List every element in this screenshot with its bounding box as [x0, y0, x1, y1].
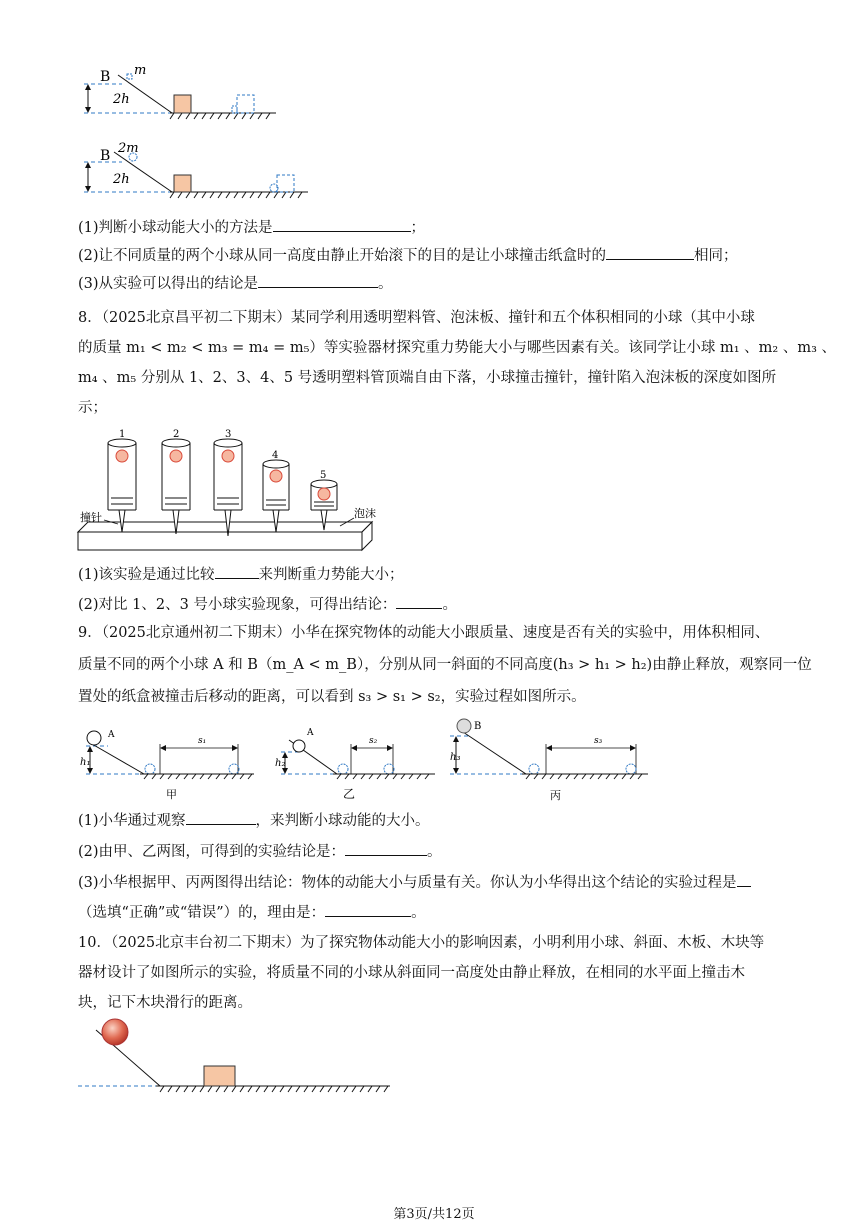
figure-yi [275, 722, 465, 802]
q8-intro-1: 8．（2025北京昌平初二下期末）某同学利用透明塑料管、泡沫板、撞针和五个体积相同的小球（其中小球 [78, 310, 755, 326]
answer-blank[interactable] [396, 594, 442, 609]
svg-text:4: 4 [272, 450, 279, 461]
q10-intro-2: 器材设计了如图所示的实验，将质量不同的小球从斜面同一高度处由静止释放，在相同的水平面上撞击木 [78, 965, 745, 981]
tube-5 [311, 470, 337, 530]
q8-item-1: (1)该实验是通过比较 来判断重力势能大小； [78, 564, 802, 585]
q9-item-1: (1)小华通过观察 ，来判断小球动能的大小。 [78, 810, 802, 831]
q7-item-3: (3)从实验可以得出的结论是 。 [78, 273, 802, 294]
label-m: m [134, 63, 147, 78]
svg-text:h₂: h₂ [275, 758, 286, 769]
label-b: B [100, 69, 111, 85]
answer-blank[interactable] [215, 564, 259, 579]
svg-text:2: 2 [173, 429, 180, 440]
answer-blank[interactable] [273, 217, 411, 232]
svg-text:5: 5 [320, 470, 327, 481]
label-2h: 2h [113, 92, 130, 107]
svg-text:A: A [108, 730, 115, 740]
figure-ramp-m [78, 62, 298, 128]
wood-block [204, 1066, 235, 1086]
label-needle: 撞针 [80, 511, 102, 524]
svg-text:B: B [474, 721, 482, 732]
q9-item-3-cont: （选填“正确”或“错误”）的，理由是： 。 [78, 902, 802, 923]
svg-text:h₃: h₃ [450, 752, 461, 763]
svg-text:s₁: s₁ [198, 736, 207, 746]
svg-text:s₂: s₂ [369, 736, 378, 746]
q10-intro-1: 10．（2025北京丰台初二下期末）为了探究物体动能大小的影响因素，小明利用小球、斜面、木板、木块等 [78, 935, 765, 951]
q9-intro-2: 质量不同的两个小球 A 和 B（m_A < m_B），分别从同一斜面的不同高度(h₃ > h₁ > h₂)由静止释放，观察同一位 [78, 657, 812, 673]
answer-blank[interactable] [186, 810, 256, 825]
q8-item-2: (2)对比 1、2、3 号小球实验现象，可得出结论： 。 [78, 594, 802, 615]
figure-ramp-2m [78, 140, 318, 206]
answer-blank[interactable] [606, 245, 694, 260]
q7-item-2: (2)让不同质量的两个小球从同一高度由静止开始滚下的目的是让小球撞击纸盒时的 相同； [78, 245, 802, 266]
figure-bing [450, 716, 660, 802]
tube-2 [162, 429, 190, 534]
label-b: B [100, 148, 111, 164]
svg-text:3: 3 [225, 429, 232, 440]
q10-intro-3: 块，记下木块滑行的距离。 [78, 995, 252, 1011]
tube-3 [214, 429, 242, 536]
answer-blank[interactable] [345, 841, 427, 856]
q9-item-3: (3)小华根据甲、丙两图得出结论：物体的动能大小与质量有关。你认为小华得出这个结论的实验过程是 [78, 872, 802, 893]
svg-text:s₃: s₃ [594, 736, 603, 746]
q8-intro-2: 的质量 m₁ < m₂ < m₃ = m₄ = m₅）等实验器材探究重力势能大小与哪些因素有关。该同学让小球 m₁ 、m₂ 、m₃ 、 [78, 340, 837, 356]
svg-text:1: 1 [119, 429, 126, 440]
label-yi: 乙 [343, 787, 356, 801]
q9-intro-3: 置处的纸盒被撞击后移动的距离，可以看到 s₃ > s₁ > s₂，实验过程如图所示。 [78, 689, 586, 705]
figure-tubes-foam [78, 428, 378, 558]
q7-item-1: (1)判断小球动能大小的方法是 ； [78, 217, 802, 238]
label-2h: 2h [113, 172, 130, 187]
svg-text:h₁: h₁ [80, 757, 91, 768]
page-footer: 第3页/共12页 [393, 1207, 475, 1222]
q8-intro-4: 示； [78, 400, 107, 416]
answer-blank[interactable] [258, 273, 378, 288]
label-2m: 2m [118, 141, 139, 156]
tube-4 [263, 450, 289, 532]
label-jia: 甲 [166, 788, 177, 801]
tube-1 [108, 429, 136, 532]
svg-text:A: A [307, 728, 314, 738]
figure-jia [78, 722, 278, 802]
figure-q10-ramp [78, 1016, 398, 1096]
label-foam: 泡沫 [354, 507, 376, 520]
answer-blank[interactable] [325, 902, 411, 917]
ball [102, 1019, 128, 1045]
q9-item-2: (2)由甲、乙两图，可得到的实验结论是： 。 [78, 841, 802, 862]
q9-intro-1: 9．（2025北京通州初二下期末）小华在探究物体的动能大小跟质量、速度是否有关的实验中，用体积相同、 [78, 625, 770, 641]
q8-intro-3: m₄ 、m₅ 分别从 1、2、3、4、5 号透明塑料管顶端自由下落，小球撞击撞针，撞针陷入泡沫板的深度如图所 [78, 370, 777, 386]
answer-blank[interactable] [737, 872, 751, 887]
label-bing: 丙 [550, 789, 561, 802]
